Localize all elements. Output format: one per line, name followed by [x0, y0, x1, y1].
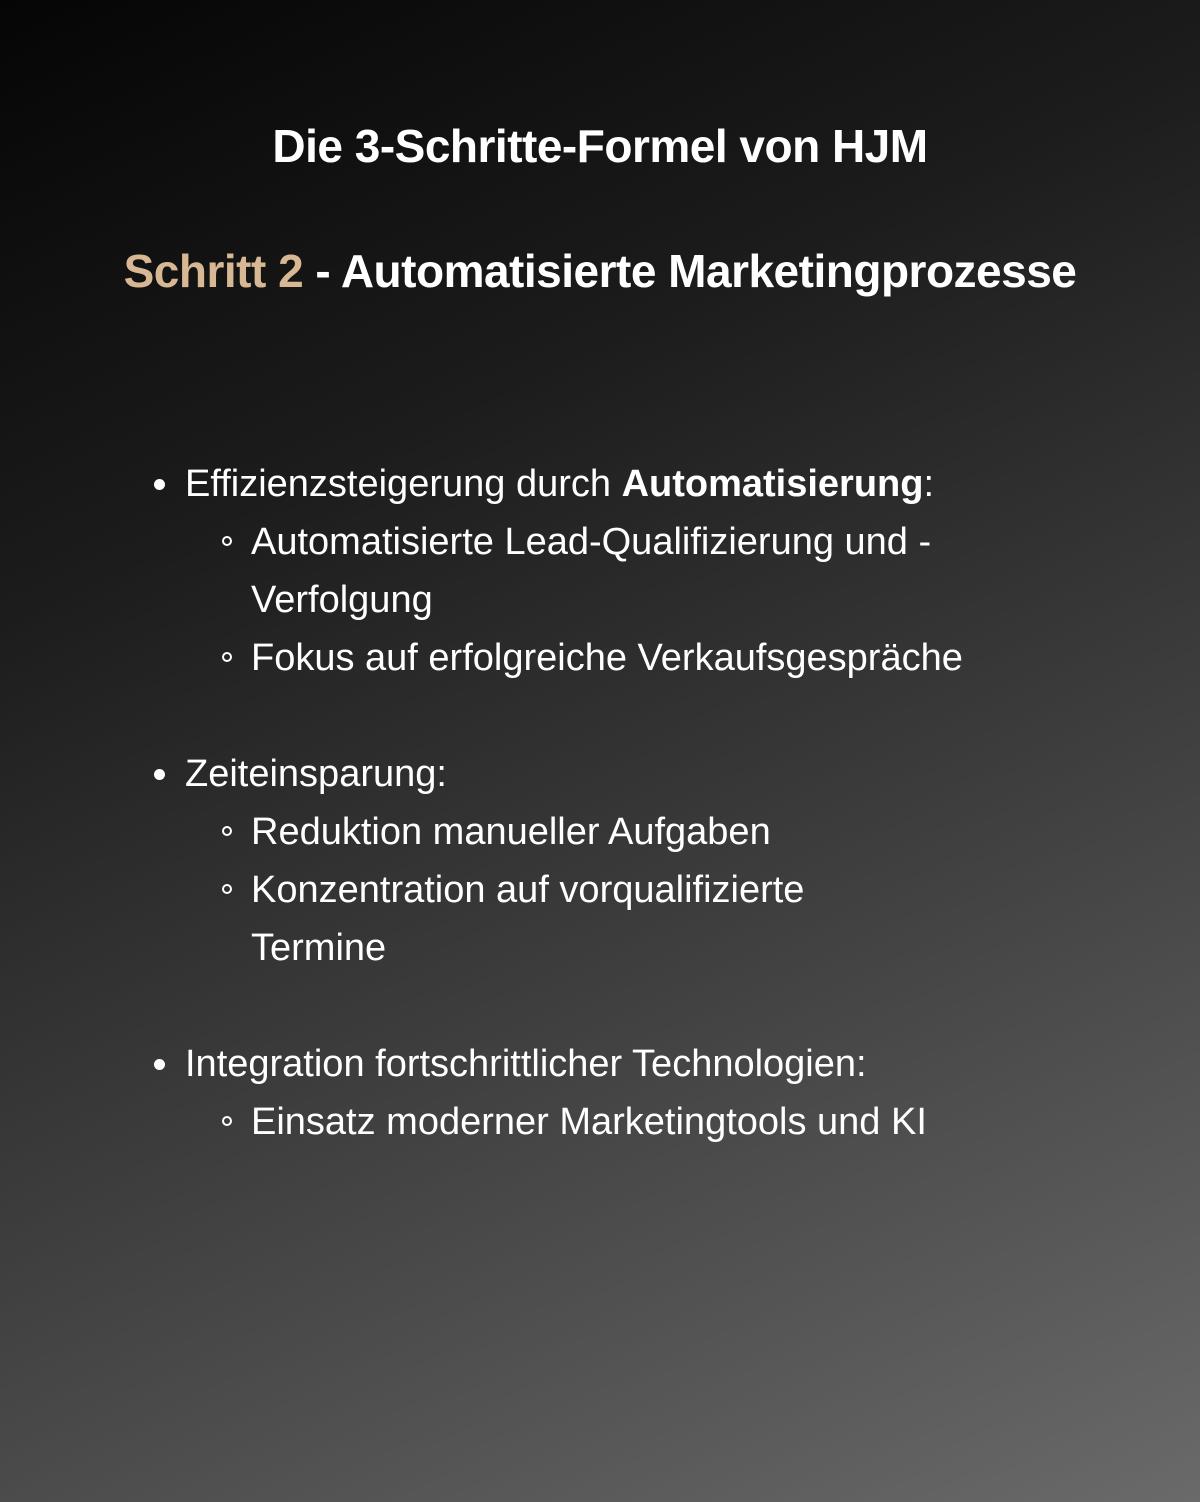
list-item-time-saving: [150, 745, 1070, 977]
page-title: Die 3-Schritte-Formel von HJM: [272, 120, 928, 172]
content-area: [150, 455, 1070, 1209]
time-saving-heading: Zeiteinsparung:: [185, 753, 447, 795]
list-item-efficiency: [150, 455, 1070, 687]
efficiency-heading: [185, 463, 934, 505]
efficiency-heading-suffix: :: [923, 463, 935, 505]
efficiency-heading-bold: Automatisierung: [621, 463, 924, 505]
integration-heading: Integration fortschrittlicher Technologien:: [185, 1043, 867, 1085]
step-heading: [0, 243, 1200, 299]
sub-list-item: Fokus auf erfolgreiche Verkaufsgespräche: [185, 629, 1011, 687]
main-list: [150, 455, 1070, 1151]
efficiency-sub-list: [185, 513, 1070, 687]
sub-list-item: Konzentration auf vorqualifizierte Termine: [185, 861, 891, 977]
step-label: Schritt 2: [123, 245, 304, 297]
sub-list-item: Reduktion manueller Aufgaben: [185, 803, 1011, 861]
efficiency-heading-prefix: Effizienzsteigerung durch: [185, 463, 622, 505]
time-saving-sub-list: [185, 803, 1070, 977]
integration-sub-list: [185, 1093, 1070, 1151]
sub-list-item: Automatisierte Lead-Qualifizierung und -Verfolgung: [185, 513, 1011, 629]
sub-list-item: Einsatz moderner Marketingtools und KI: [185, 1093, 1011, 1151]
list-item-integration: [150, 1035, 1070, 1151]
step-separator: -: [303, 245, 341, 297]
step-title: Automatisierte Marketingprozesse: [340, 245, 1077, 297]
